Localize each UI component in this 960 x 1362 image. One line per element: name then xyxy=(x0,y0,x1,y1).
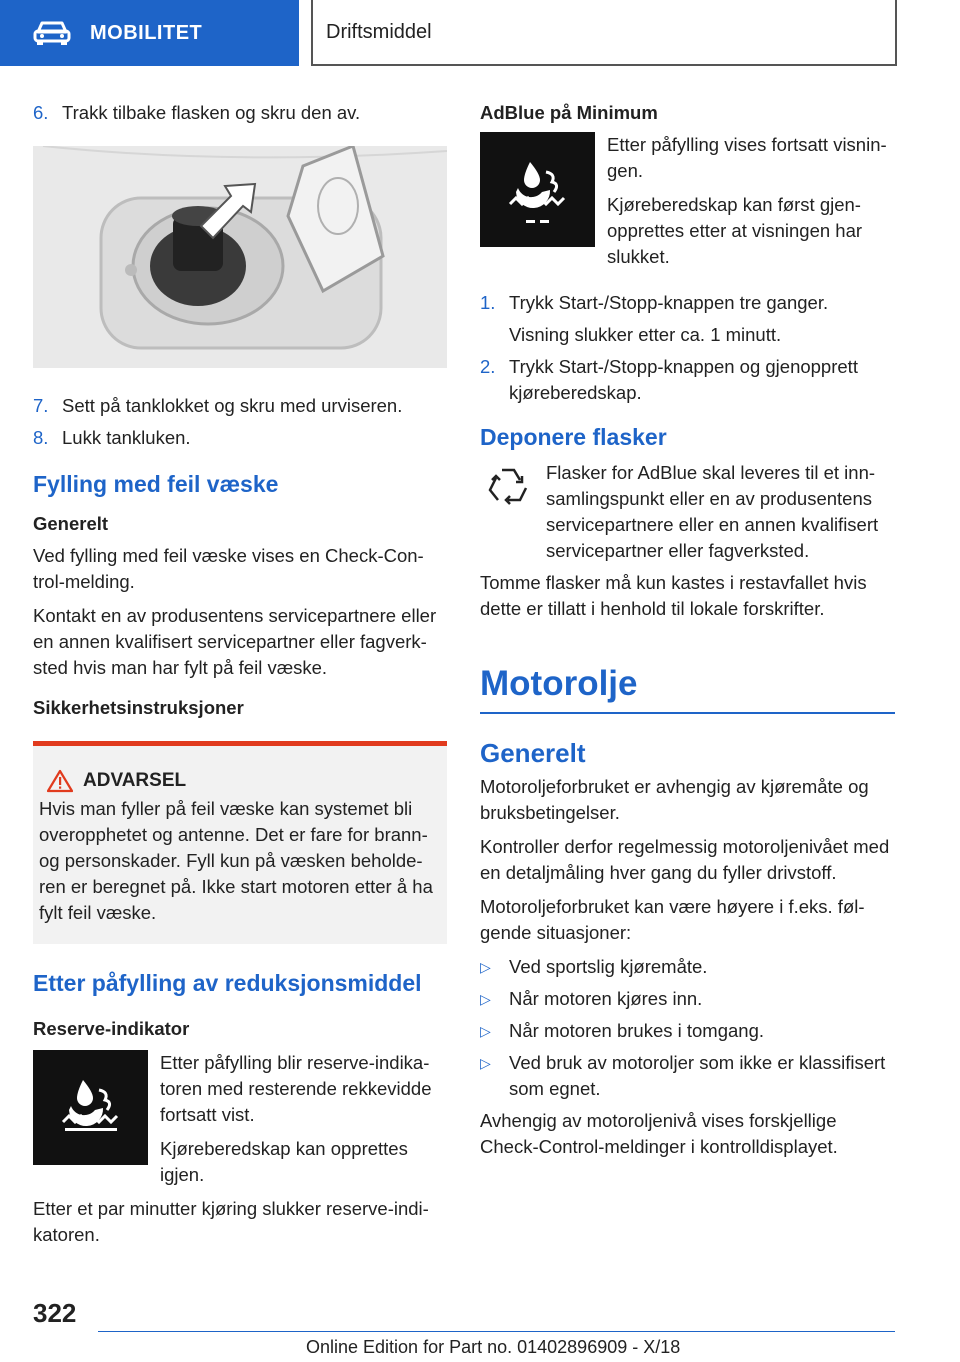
heading-engine-oil-block xyxy=(480,662,895,714)
chapter-tab xyxy=(311,0,897,66)
warning-triangle-icon xyxy=(47,769,73,793)
step-2 xyxy=(480,354,895,406)
step-text: Trykk Start-/Stopp-knappen og gjenopprett kjøreberedskap. xyxy=(509,356,858,403)
step-number: 2. xyxy=(480,356,496,377)
paragraph: Flasker for AdBlue skal leveres til et inn-samlingspunkt eller en av produsentens servicepartnere eller en annen kvalifisert servicepartner eller fagverksted. xyxy=(546,462,879,561)
heading-oil-general: Generelt xyxy=(480,738,586,768)
step-8 xyxy=(33,425,447,451)
bullet-marker-icon: ▷ xyxy=(480,991,491,1007)
bullet-marker-icon: ▷ xyxy=(480,1055,491,1071)
list-item-text: Når motoren kjøres inn. xyxy=(509,988,703,1009)
list-item xyxy=(480,986,895,1012)
paragraph: Tomme flasker må kun kastes i restavfallet hvis dette er tillatt i henhold til lokale forskrifter. xyxy=(480,572,867,619)
adblue-minimum-icon xyxy=(480,132,595,247)
paragraph: Etter påfylling blir reserve-indika-toren med resterende rekkevidde fortsatt vist. xyxy=(160,1052,432,1125)
step-number: 6. xyxy=(33,102,49,123)
heading-wrong-fluid: Fylling med feil væske xyxy=(33,471,279,497)
chapter-title: Driftsmiddel xyxy=(326,21,432,43)
warning-title: ADVARSEL xyxy=(83,770,187,791)
step-text: Lukk tankluken. xyxy=(62,427,191,448)
paragraph: Kjøreberedskap kan først gjen-opprettes etter at visningen har slukket. xyxy=(607,194,863,267)
paragraph: Kontroller derfor regelmessig motoroljenivået med en detaljmåling hver gang du fyller drivstoff. xyxy=(480,836,890,883)
paragraph: Ved fylling med feil væske vises en Check-Con-trol-melding. xyxy=(33,545,424,592)
step-number: 8. xyxy=(33,427,49,448)
step-6 xyxy=(33,100,447,126)
heading-engine-oil: Motorolje xyxy=(480,664,638,703)
bullet-marker-icon: ▷ xyxy=(480,959,491,975)
paragraph: Motoroljeforbruket er avhengig av kjøremåte og bruksbetingelser. xyxy=(480,776,869,823)
edition-note: Online Edition for Part no. 01402896909 - X/18 xyxy=(306,1337,681,1357)
warning-text: Hvis man fyller på feil væske kan systemet bli overopphetet og antenne. Det er fare for brann- og personskader. Fyll kun på væsken beholde-ren er beregnet på. Ikke start motoren etter å ha fylt feil væske. xyxy=(39,798,433,923)
list-item xyxy=(480,1050,895,1102)
step-number: 7. xyxy=(33,395,49,416)
step-text: Trykk Start-/Stopp-knappen tre ganger. xyxy=(509,292,829,313)
subheading-reserve: Reserve-indikator xyxy=(33,1018,190,1039)
paragraph: Etter et par minutter kjøring slukker reserve-indi-katoren. xyxy=(33,1198,429,1245)
section-tab xyxy=(0,0,299,66)
paragraph: Motoroljeforbruket kan være høyere i f.eks. føl-gende situasjoner: xyxy=(480,896,865,943)
bullet-marker-icon: ▷ xyxy=(480,1023,491,1039)
step-text: Sett på tanklokket og skru med urviseren. xyxy=(62,395,403,416)
bullet-list xyxy=(480,954,895,1102)
subheading-safety: Sikkerhetsinstruksjoner xyxy=(33,697,244,718)
subheading-adblue-minimum: AdBlue på Minimum xyxy=(480,102,658,123)
right-column xyxy=(480,100,895,1168)
list-item xyxy=(480,1018,895,1044)
section-title: MOBILITET xyxy=(90,22,203,44)
paragraph: Avhengig av motoroljenivå vises forskjellige Check-Control-meldinger i kontrolldisplayet. xyxy=(480,1110,838,1157)
list-item xyxy=(480,954,895,980)
step-text: Trakk tilbake flasken og skru den av. xyxy=(62,102,361,123)
heading-after-refill: Etter påfylling av reduksjonsmiddel xyxy=(33,970,422,996)
list-item-text: Når motoren brukes i tomgang. xyxy=(509,1020,765,1041)
step-7 xyxy=(33,393,447,419)
footer-rule xyxy=(98,1331,895,1332)
paragraph: Kontakt en av produsentens servicepartnere eller en annen kvalifisert servicepartner eller fagverk-sted hvis man har fylt på feil væske. xyxy=(33,605,437,678)
subheading-general: Generelt xyxy=(33,513,109,534)
adblue-indicator-icon xyxy=(33,1050,148,1165)
paragraph: Etter påfylling vises fortsatt visnin-gen. xyxy=(607,134,887,181)
page-number: 322 xyxy=(33,1298,77,1328)
recycle-icon xyxy=(480,460,536,516)
left-column xyxy=(33,100,447,1256)
list-item-text: Ved sportslig kjøremåte. xyxy=(509,956,708,977)
heading-dispose-bottles: Deponere flasker xyxy=(480,424,667,450)
step-number: 1. xyxy=(480,292,496,313)
warning-box xyxy=(33,741,447,944)
step-1 xyxy=(480,290,895,316)
fuel-filler-photo xyxy=(33,146,447,368)
list-item-text: Ved bruk av motoroljer som ikke er klassifisert som egnet. xyxy=(509,1052,886,1099)
car-icon xyxy=(32,18,72,48)
paragraph: Kjøreberedskap kan opprettes igjen. xyxy=(160,1138,408,1185)
step-note: Visning slukker etter ca. 1 minutt. xyxy=(509,324,782,345)
